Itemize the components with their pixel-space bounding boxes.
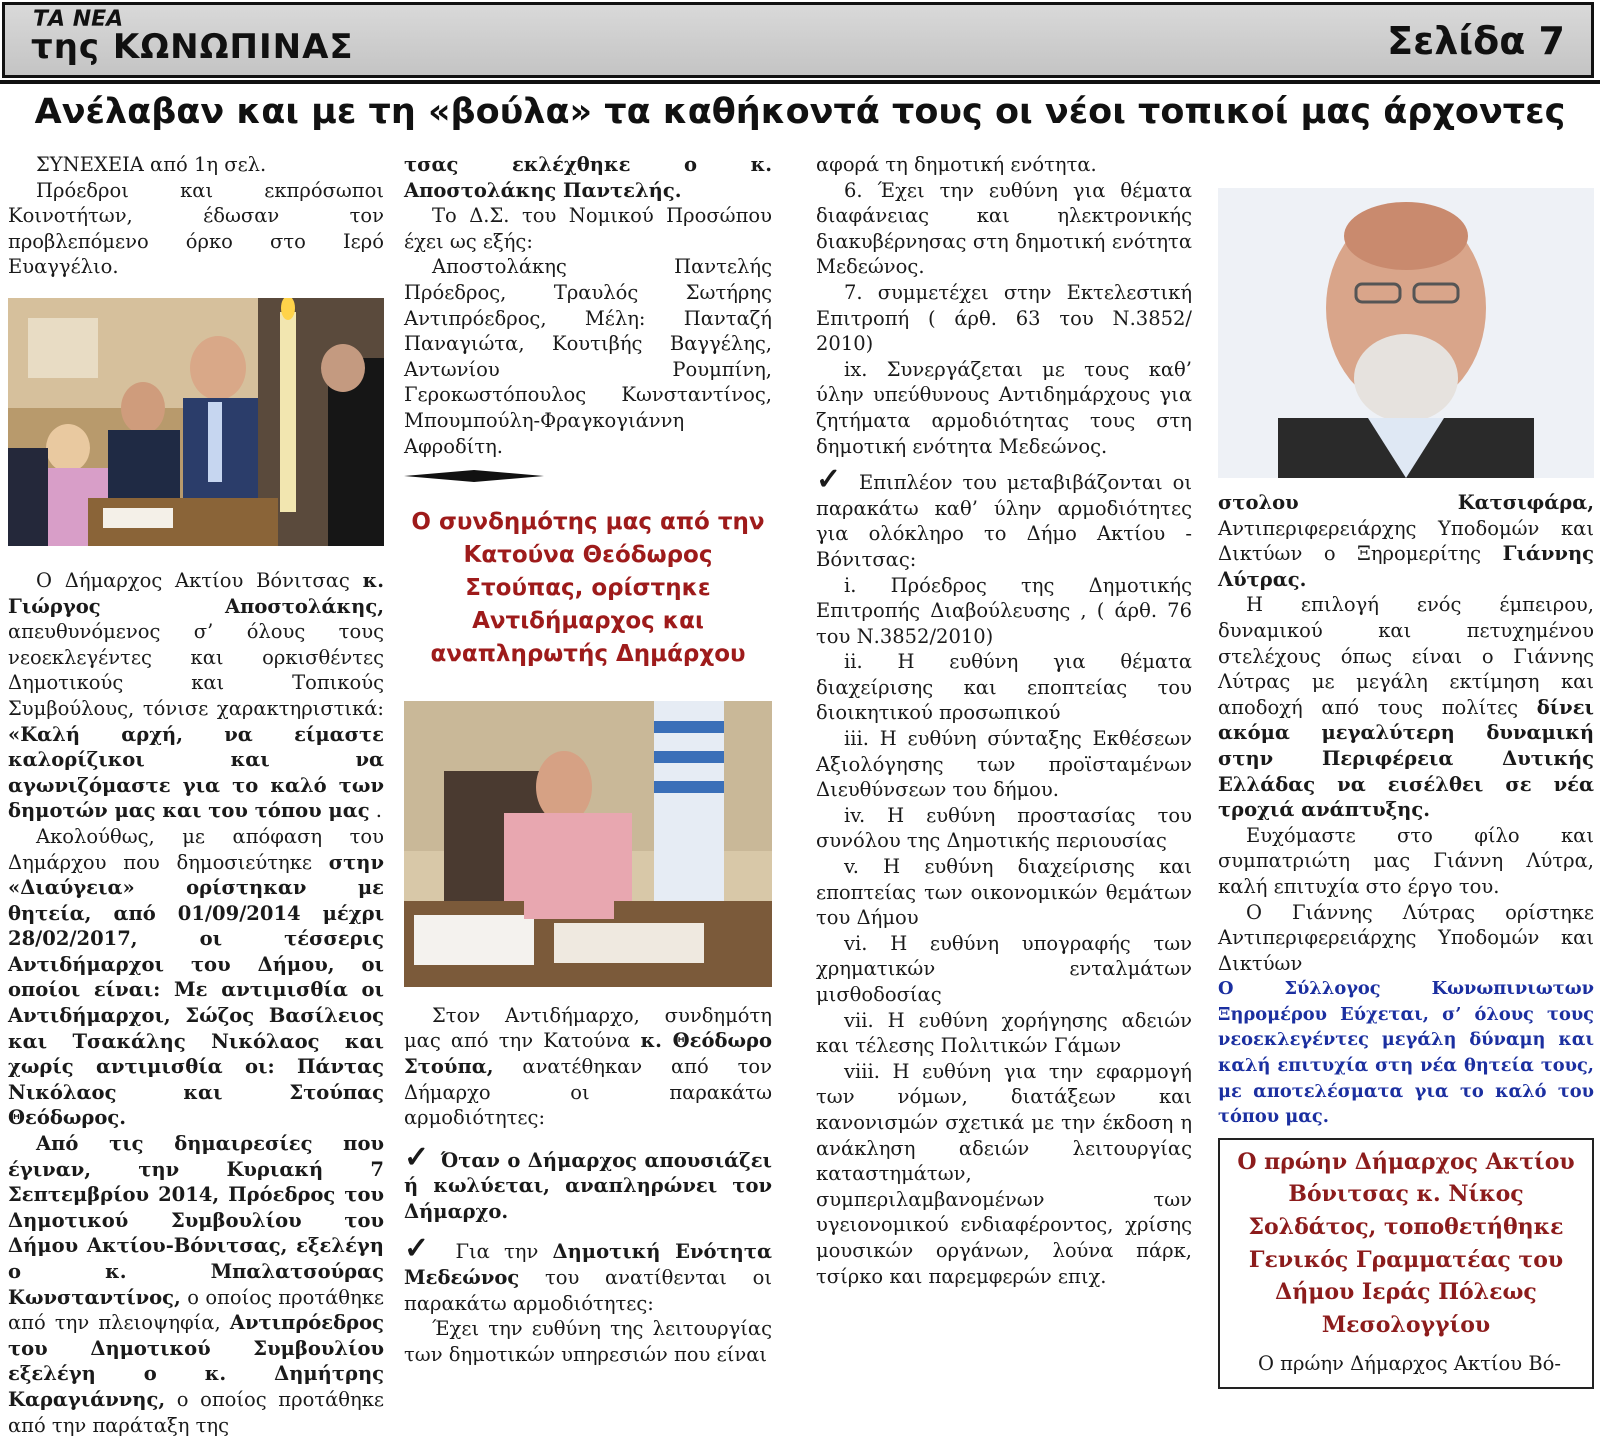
duty-vi: vi. Η ευθύνη υπογραφής των χρηματικών ενταλμάτων μισθοδοσίας xyxy=(816,931,1192,1006)
duty-substitute: ✓ Όταν ο Δήμαρχος απουσιάζει ή κωλύεται, αναπληρώνει τον Δήμαρχο. xyxy=(404,1139,772,1223)
stoupas-paragraph: Στον Αντιδήμαρχο, συνδημότη μας από την Κατούνα κ. Θεόδωρο Στούπα, ανατέθηκαν από τον Δήμαρχο οι παρακάτω αρμοδιότητες: xyxy=(404,1003,773,1130)
duty-medeon: ✓ Για την Δημοτική Ενότητα Μεδεώνος του ανατίθενται οι παρακάτω αρμοδιότητες: xyxy=(404,1231,772,1315)
column-4 xyxy=(1218,188,1594,1389)
mayor-paragraph: Ο Δήμαρχος Ακτίου Βόνιτσας κ. Γιώργος Αποστολάκης, απευθυνόμενος σ’ όλους τους νεοεκλεγέντες και ορκισθέντες Δημοτικούς και Τοπικούς Συμβούλους, τόνισε χαρακτηριστικά: «Καλή αρχή, να είμαστε καλορίζικοι και να αγωνιζόμαστε για το καλό των δημοτών μας και του τόπου μας . xyxy=(8,568,384,823)
newspaper-title: της ΚΩΝΩΠΙΝΑΣ xyxy=(31,27,354,67)
deputy-mayor-photo-art xyxy=(404,701,772,987)
soldatos-heading: Ο πρώην Δήμαρχος Ακτίου Βόνιτσας κ. Νίκος Σολδάτος, τοποθετήθηκε Γενικός Γραμματέας του Δήμου Ιεράς Πόλεως Μεσολογγίου xyxy=(1237,1148,1575,1338)
swearing-in-photo-art xyxy=(8,298,384,546)
soldatos-text: Ο πρώην Δήμαρχος Ακτίου Βό- xyxy=(1258,1352,1562,1376)
lytras-name: Γιάννης Λύτρας. xyxy=(1218,542,1594,591)
check-icon: ✓ xyxy=(404,1139,441,1175)
newspaper-kicker: ΤΑ ΝΕΑ xyxy=(33,7,124,32)
column-2 xyxy=(404,152,772,1367)
duty-services: Έχει την ευθύνη της λειτουργίας των δημοτικών υπηρεσιών που είναι xyxy=(404,1317,772,1366)
header-rule xyxy=(0,80,1600,84)
association-wishes: Ο Σύλλογος Κωνωπινιωτων Ξηρομέρου Εύχεται, σ’ όλους τους νεοεκλεγέντες μεγάλη δύναμη και καλή επιτυχία στη νέα θητεία τους, με αποτελέσματα για το καλό του τόπου μας. xyxy=(1218,978,1594,1128)
check-icon: ✓ xyxy=(404,1231,456,1267)
board-intro: Το Δ.Σ. του Νομικού Προσώπου έχει ως εξής: xyxy=(404,204,772,253)
duty-v: v. Η ευθύνη διαχείρισης και εποπτείας των οικονομικών θεμάτων του Δήμου xyxy=(816,855,1192,930)
duty-iv: iv. Η ευθύνη προστασίας του συνόλου της Δημοτικής περιουσίας xyxy=(816,803,1192,853)
lytras-lead: στολου Κατσιφάρα, Αντιπεριφερειάρχης Υποδομών και Δικτύων ο Ξηρομερίτης Γιάννης Λύτρας. xyxy=(1218,491,1594,591)
intro-paragraph: Πρόεδροι και εκπρόσωποι Κοινοτήτων, έδωσαν τον προβλεπόμενο όρκο στο Ιερό Ευαγγέλιο. xyxy=(8,178,384,279)
page-number: Σελίδα 7 xyxy=(1387,19,1565,63)
wishes-paragraph: Ευχόμαστε στο φίλο και συμπατριώτη μας Γιάννη Λύτρα, καλή επιτυχία στο έργο του. xyxy=(1218,823,1594,898)
duty-ii: ii. Η ευθύνη για θέματα διαχείρισης και εποπτείας του διοικητικού προσωπικού xyxy=(816,650,1192,725)
mayor-quote: «Καλή αρχή, να είμαστε καλορίζικοι και να αγωνιζόμαστε για το καλό των δημοτών μας και του τόπου μας xyxy=(8,722,384,823)
duty-7: 7. συμμετέχει στην Εκτελεστική Επιτροπή ( άρθ. 63 του Ν.3852/ 2010) xyxy=(816,280,1192,356)
swearing-in-photo xyxy=(8,298,384,546)
column-3 xyxy=(816,152,1192,1289)
lytras-photo-art xyxy=(1218,188,1594,478)
duty-6: 6. Έχει την ευθύνη για θέματα διαφάνειας και ηλεκτρονικής διακυβέρνησας στη δημοτική ενότητα Μεδεώνος. xyxy=(816,178,1192,279)
check-icon: ✓ xyxy=(816,462,860,498)
duty-viii: viii. Η ευθύνη για την εφαρμογή των νόμων, διατάξεων και κανονισμών σχετικά με την έκδοση η ανάκληση αδειών λειτουργίας καταστημάτων, συμπεριλαμβανομένων των υγειονομικού ενδιαφέροντος, χρίσης μουσικών οργάνων, λούνα πάρκ, τσίρκο και παρεμφερών επιχ. xyxy=(816,1059,1192,1288)
soldatos-box xyxy=(1218,1138,1594,1389)
col2-lead: τσας εκλέχθηκε ο κ. Αποστολάκης Παντελής. xyxy=(404,153,772,202)
duty-vii: vii. Η ευθύνη χορήγησης αδειών και τέλεσης Πολιτικών Γάμων xyxy=(816,1008,1192,1058)
board-members: Αποστολάκης Παντελής Πρόεδρος, Τραυλός Σωτήρης Αντιπρόεδρος, Μέλη: Πανταζή Παναγιώτα, Κουτιβής Βαγγέλης, Αντωνίου Ρουμπίνη, Γεροκωστόπουλος Κωνσταντίνος, Μπουμπούλη-Φραγκογιάννη Αφροδίτη. xyxy=(404,255,772,458)
stoupas-heading: Ο συνδημότης μας από την Κατούνα Θεόδωρος Στούπας, ορίστηκε Αντιδήμαρχος και αναπληρωτής Δημάρχου xyxy=(411,508,765,667)
masthead xyxy=(2,2,1594,78)
col3-line-1: αφορά τη δημοτική ενότητα. xyxy=(816,153,1097,176)
headline: Ανέλαβαν και με τη «βούλα» τα καθήκοντά τους οι νέοι τοπικοί μας άρχοντες xyxy=(34,92,1566,132)
council-paragraph: Από τις δημαιρεσίες που έγιναν, την Κυριακή 7 Σεπτεμβρίου 2014, Πρόεδρος του Δημοτικού Συμβουλίου του Δήμου Ακτίου-Βόνιτσας, εξελέγη ο κ. Μπαλατσούρας Κωνσταντίνος, ο οποίος προτάθηκε από την πλειοψηφία, Αντιπρόεδρος του Δημοτικού Συμβουλίου εξελέγη ο κ. Δημήτρης Καραγιάννης, ο οποίος προτάθηκε από την παράταξη της xyxy=(8,1132,384,1437)
deputy-mayor-photo xyxy=(404,701,772,987)
deputies-paragraph: Ακολούθως, με απόφαση του Δημάρχου που δημοσιεύτηκε στην «Διαύγεια» ορίστηκαν με θητεία, από 01/09/2014 μέχρι 28/02/2017, οι τέσσερις Αντιδήμαρχοι του Δήμου, οι οποίοι είναι: Με αντιμισθία οι Αντιδήμαρχοι, Σώζος Βασίλειος και Τσακάλης Νικόλαος και χωρίς αντιμισθία οι: Πάντας Νικόλαος και Στούπας Θεόδωρος. xyxy=(8,824,384,1130)
duty-iii: iii. Η ευθύνη σύνταξης Εκθέσεων Αξιολόγησης των προϊσταμένων Διευθύνσεων του δήμου. xyxy=(816,727,1192,802)
lytras-photo xyxy=(1218,188,1594,478)
extra-duties: ✓ Επιπλέον του μεταβιβάζονται οι παρακάτω καθ’ ύλην αρμοδιότητες για ολόκληρο το Δήμο Ακτίου - Βόνιτσας: xyxy=(816,462,1192,571)
ornament-divider xyxy=(404,469,544,483)
mayor-name: κ. Γιώργος Αποστολάκης, xyxy=(8,568,384,618)
appointment-paragraph: Ο Γιάννης Λύτρας ορίστηκε Αντιπεριφερειάρχης Υποδομών και Δικτύων xyxy=(1218,900,1594,975)
duty-ix: ix. Συνεργάζεται με τους καθ’ ύλην υπεύθυνους Αντιδημάρχους για ζητήματα αρμοδιότητας τους στη δημοτική ενότητα Μεδεώνος. xyxy=(816,357,1192,458)
continuation-note: ΣΥΝΕΧΕΙΑ από 1η σελ. xyxy=(36,153,267,176)
lytras-paragraph: Η επιλογή ενός έμπειρου, δυναμικού και πετυχημένου στελέχους όπως είναι ο Γιάννης Λύτρας με μεγάλη εκτίμηση και αποδοχή από τους πολίτες δίνει ακόμα μεγαλύτερη δυναμική στην Περιφέρεια Δυτικής Ελλάδας να εισέλθει σε νέα τροχιά ανάπτυξης. xyxy=(1218,593,1594,822)
duty-i: i. Πρόεδρος της Δημοτικής Επιτροπής Διαβούλευσης , ( άρθ. 76 του Ν.3852/2010) xyxy=(816,573,1192,648)
column-1 xyxy=(8,152,384,1438)
